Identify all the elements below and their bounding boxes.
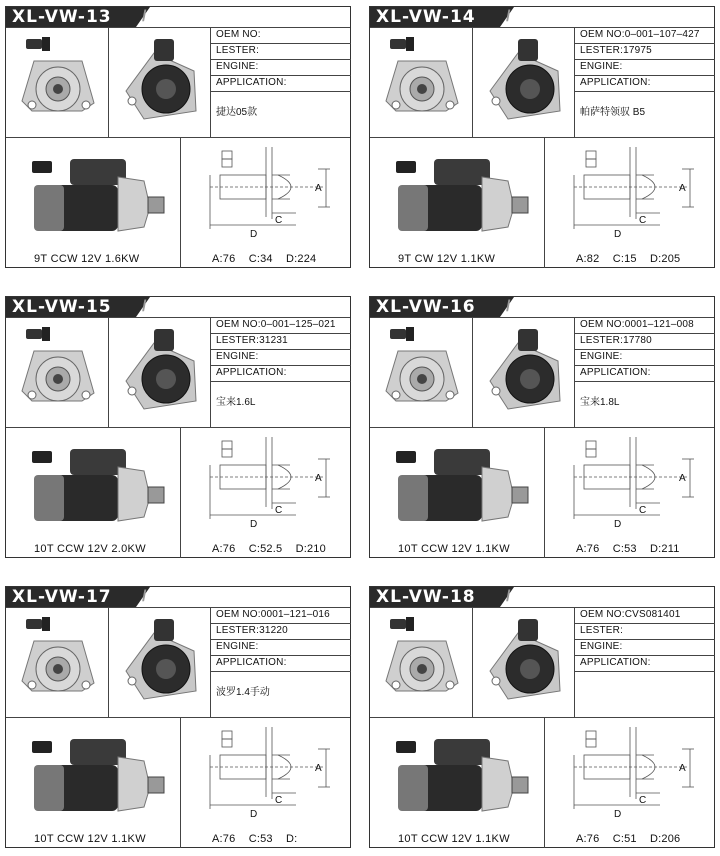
dimension-values [212, 833, 307, 845]
oem-number: OEM NO:0001–121–008 [580, 319, 694, 330]
application-row [210, 655, 351, 672]
starter-rear-photo [478, 321, 570, 421]
application-row [574, 655, 715, 672]
divider [472, 27, 473, 137]
dim-c-label: C [639, 795, 647, 806]
dim-c-value: C:51 [612, 833, 637, 845]
divider [472, 607, 473, 717]
header-slash: / [506, 8, 511, 25]
dim-c-value: C:15 [612, 253, 637, 265]
product-code: XL-VW-13 [12, 7, 112, 27]
lester-row [574, 43, 715, 60]
spec-line: 9T CW 12V 1.1KW [398, 253, 496, 265]
dim-a-value: A:76 [212, 833, 236, 845]
dimension-values [576, 543, 690, 555]
dim-c-label: C [639, 505, 647, 516]
application-note: 宝来1.6L [216, 397, 256, 408]
dim-a-label: A [315, 763, 322, 774]
dim-d-value: D:224 [286, 253, 317, 265]
starter-rear-photo [114, 611, 206, 711]
divider [544, 137, 545, 268]
dim-d-label: D [614, 229, 622, 239]
starter-front-photo [12, 321, 104, 421]
engine-label: ENGINE: [580, 641, 623, 652]
spec-line: 9T CCW 12V 1.6KW [34, 253, 140, 265]
dim-d-label: D [250, 229, 258, 239]
divider [6, 717, 350, 718]
engine-row [574, 349, 715, 366]
lester-number: LESTER:17780 [580, 335, 652, 346]
dim-a-label: A [679, 183, 686, 194]
dim-d-label: D [250, 809, 258, 819]
divider [6, 427, 350, 428]
starter-side-photo [24, 437, 174, 527]
starter-side-photo [388, 727, 538, 817]
divider [370, 137, 714, 138]
lester-row [574, 623, 715, 640]
engine-row [210, 59, 351, 76]
divider [6, 137, 350, 138]
product-card [369, 586, 715, 848]
product-code: XL-VW-15 [12, 297, 112, 317]
header-slash: / [142, 588, 147, 605]
dim-a-label: A [315, 473, 322, 484]
oem-number: OEM NO:0–001–107–427 [580, 29, 700, 40]
dim-c-label: C [275, 215, 283, 226]
product-code: XL-VW-16 [376, 297, 476, 317]
divider [472, 317, 473, 427]
product-code: XL-VW-18 [376, 587, 476, 607]
dimension-diagram [560, 147, 710, 239]
oem-number: OEM NO:CVS081401 [580, 609, 681, 620]
engine-row [210, 639, 351, 656]
engine-label: ENGINE: [580, 61, 623, 72]
dim-d-value: D: [286, 833, 298, 845]
starter-front-photo [12, 611, 104, 711]
application-label: APPLICATION: [580, 367, 651, 378]
product-card [369, 6, 715, 268]
starter-front-photo [376, 321, 468, 421]
engine-row [574, 639, 715, 656]
dim-a-value: A:76 [212, 543, 236, 555]
oem-number-row [574, 27, 715, 44]
product-card [5, 296, 351, 558]
divider [180, 427, 181, 558]
application-label: APPLICATION: [580, 657, 651, 668]
dim-c-value: C:34 [248, 253, 273, 265]
dim-c-label: C [275, 505, 283, 516]
starter-rear-photo [114, 31, 206, 131]
starter-side-photo [24, 147, 174, 237]
lester-row [210, 43, 351, 60]
divider [370, 427, 714, 428]
application-note: 波罗1.4手动 [216, 687, 270, 698]
product-card [5, 586, 351, 848]
dim-c-value: C:53 [612, 543, 637, 555]
product-card [369, 296, 715, 558]
dim-a-label: A [679, 473, 686, 484]
dim-a-value: A:76 [576, 543, 600, 555]
application-label: APPLICATION: [216, 367, 287, 378]
dim-a-value: A:76 [576, 833, 600, 845]
dim-d-value: D:211 [650, 543, 680, 555]
lester-row [574, 333, 715, 350]
application-label: APPLICATION: [580, 77, 651, 88]
header-slash: / [506, 588, 511, 605]
header-slash: / [142, 298, 147, 315]
starter-rear-photo [478, 611, 570, 711]
dim-d-value: D:205 [650, 253, 681, 265]
starter-front-photo [376, 611, 468, 711]
application-note: 捷达05款 [216, 107, 258, 118]
lester-number: LESTER:31220 [216, 625, 288, 636]
starter-front-photo [376, 31, 468, 131]
starter-side-photo [388, 147, 538, 237]
lester-number: LESTER: [216, 45, 260, 56]
dimension-values [212, 253, 326, 265]
header-slash: / [506, 298, 511, 315]
dim-d-label: D [614, 519, 622, 529]
application-label: APPLICATION: [216, 657, 287, 668]
divider [544, 427, 545, 558]
engine-label: ENGINE: [580, 351, 623, 362]
product-card [5, 6, 351, 268]
dim-d-value: D:210 [295, 543, 326, 555]
dim-c-label: C [275, 795, 283, 806]
oem-number: OEM NO: [216, 29, 261, 40]
application-note: 帕萨特领驭 B5 [580, 107, 646, 118]
divider [180, 137, 181, 268]
divider [370, 717, 714, 718]
starter-front-photo [12, 31, 104, 131]
oem-number-row [210, 607, 351, 624]
lester-number: LESTER: [580, 625, 624, 636]
product-code: XL-VW-14 [376, 7, 476, 27]
oem-number-row [574, 317, 715, 334]
dimension-diagram [560, 437, 710, 529]
engine-row [574, 59, 715, 76]
dimension-diagram [196, 437, 346, 529]
dim-a-value: A:76 [212, 253, 236, 265]
application-row [574, 365, 715, 382]
divider [180, 717, 181, 848]
lester-number: LESTER:17975 [580, 45, 652, 56]
application-label: APPLICATION: [216, 77, 287, 88]
dimension-diagram [196, 147, 346, 239]
dimension-diagram [196, 727, 346, 819]
dim-a-value: A:82 [576, 253, 600, 265]
spec-line: 10T CCW 12V 2.0KW [34, 543, 146, 555]
dimension-values [576, 833, 690, 845]
dimension-diagram [560, 727, 710, 819]
starter-side-photo [24, 727, 174, 817]
engine-row [210, 349, 351, 366]
engine-label: ENGINE: [216, 351, 259, 362]
lester-row [210, 623, 351, 640]
dim-c-label: C [639, 215, 647, 226]
divider [108, 317, 109, 427]
spec-line: 10T CCW 12V 1.1KW [34, 833, 146, 845]
application-row [574, 75, 715, 92]
dim-c-value: C:52.5 [248, 543, 283, 555]
dim-d-label: D [614, 809, 622, 819]
divider [108, 27, 109, 137]
oem-number-row [210, 27, 351, 44]
dim-d-value: D:206 [650, 833, 681, 845]
dim-c-value: C:53 [248, 833, 273, 845]
product-code: XL-VW-17 [12, 587, 112, 607]
lester-number: LESTER:31231 [216, 335, 288, 346]
application-note: 宝来1.8L [580, 397, 620, 408]
dimension-values [212, 543, 336, 555]
starter-rear-photo [478, 31, 570, 131]
engine-label: ENGINE: [216, 641, 259, 652]
dim-d-label: D [250, 519, 258, 529]
oem-number: OEM NO:0–001–125–021 [216, 319, 336, 330]
spec-line: 10T CCW 12V 1.1KW [398, 833, 510, 845]
header-slash: / [142, 8, 147, 25]
dim-a-label: A [315, 183, 322, 194]
starter-rear-photo [114, 321, 206, 421]
dim-a-label: A [679, 763, 686, 774]
oem-number: OEM NO:0001–121–016 [216, 609, 330, 620]
lester-row [210, 333, 351, 350]
application-row [210, 75, 351, 92]
dimension-values [576, 253, 690, 265]
divider [108, 607, 109, 717]
divider [544, 717, 545, 848]
oem-number-row [574, 607, 715, 624]
starter-side-photo [388, 437, 538, 527]
spec-line: 10T CCW 12V 1.1KW [398, 543, 510, 555]
engine-label: ENGINE: [216, 61, 259, 72]
application-row [210, 365, 351, 382]
oem-number-row [210, 317, 351, 334]
